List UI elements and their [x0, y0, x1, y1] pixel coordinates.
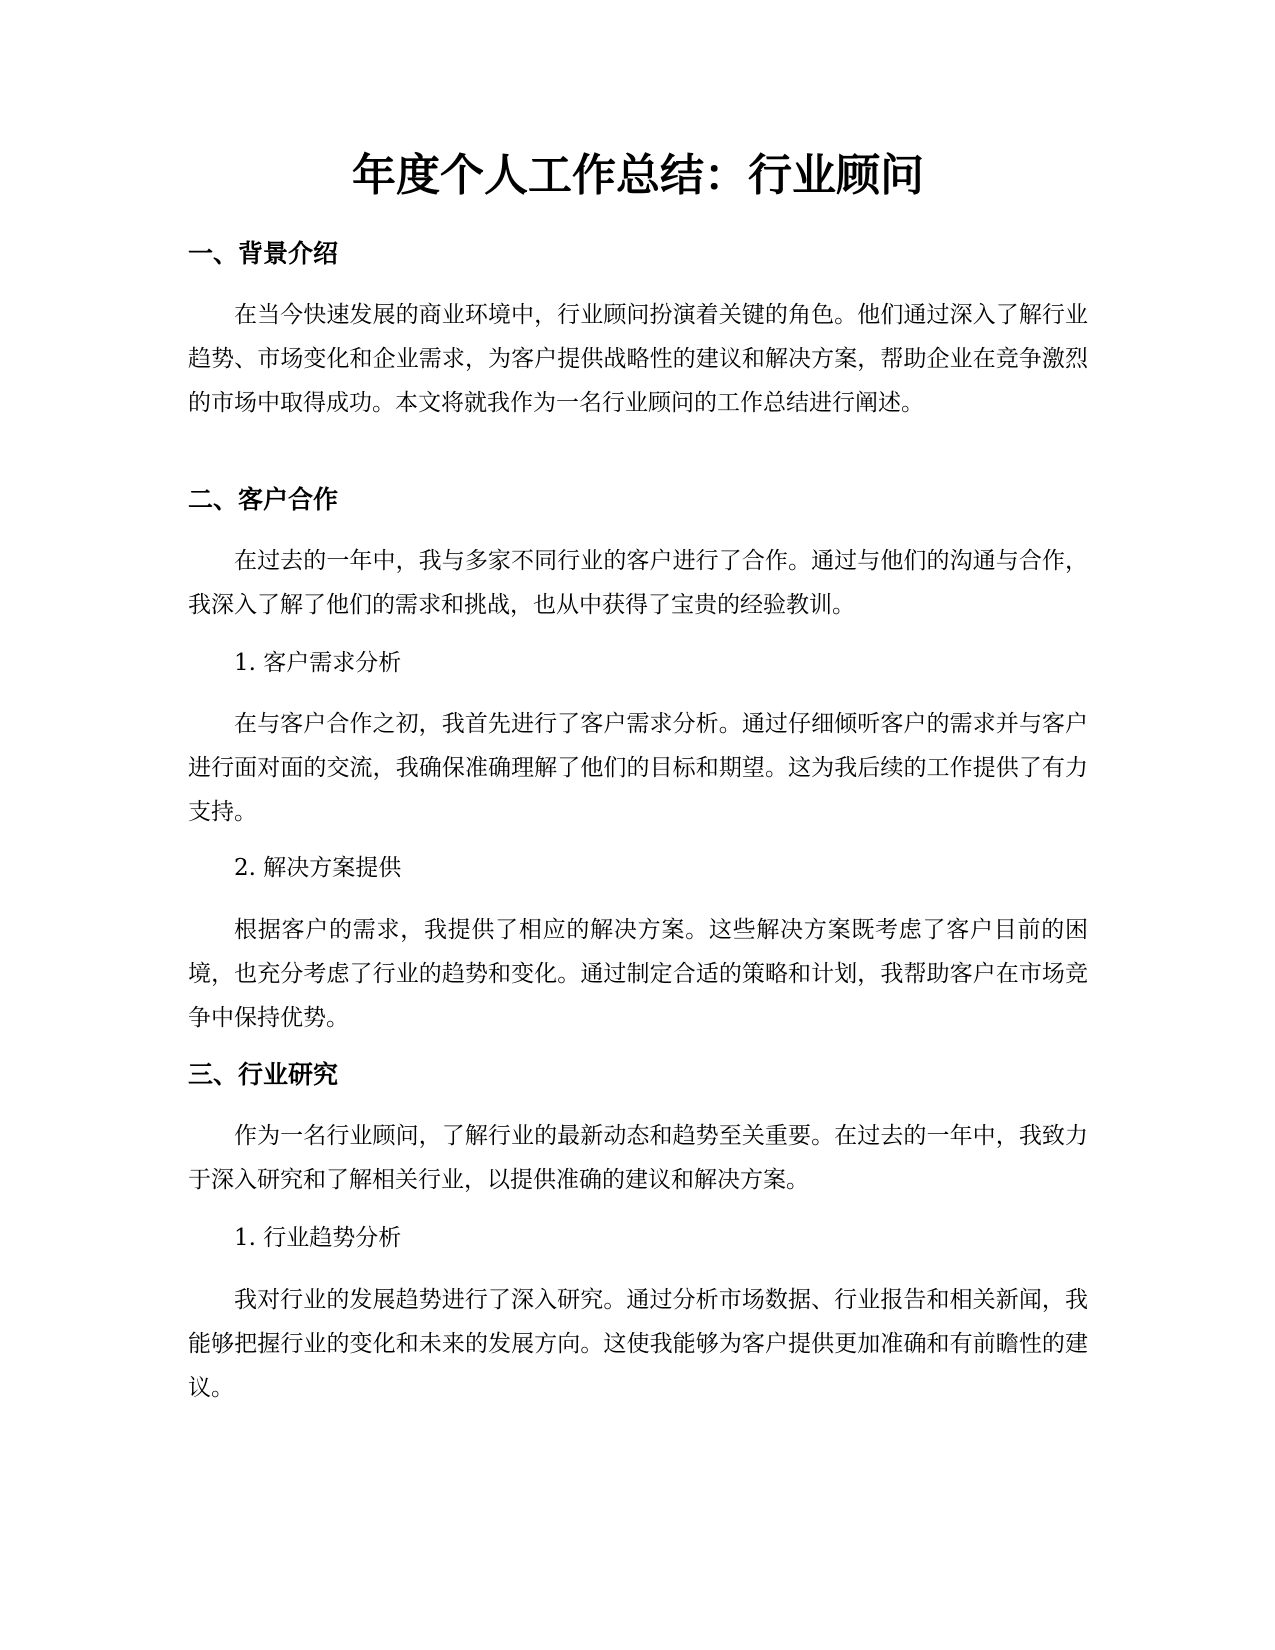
paragraph-background: 在当今快速发展的商业环境中，行业顾问扮演着关键的角色。他们通过深入了解行业趋势、市场变化和企业需求，为客户提供战略性的建议和解决方案，帮助企业在竞争激烈的市场中取得成功。本文将就我作为一名行业顾问的工作总结进行阐述。 [188, 302, 1088, 416]
section-heading-client-cooperation: 二、客户合作 [188, 485, 339, 514]
section-heading-background: 一、背景介绍 [188, 239, 339, 268]
paragraph-solution-provision: 根据客户的需求，我提供了相应的解决方案。这些解决方案既考虑了客户目前的困境，也充分考虑了行业的趋势和变化。通过制定合适的策略和计划，我帮助客户在市场竞争中保持优势。 [188, 917, 1088, 1031]
paragraph-client-cooperation-intro: 在过去的一年中，我与多家不同行业的客户进行了合作。通过与他们的沟通与合作，我深入了解了他们的需求和挑战，也从中获得了宝贵的经验教训。 [188, 548, 1088, 618]
document-title: 年度个人工作总结：行业顾问 [352, 150, 924, 201]
paragraph-client-needs-analysis: 在与客户合作之初，我首先进行了客户需求分析。通过仔细倾听客户的需求并与客户进行面对面的交流，我确保准确理解了他们的目标和期望。这为我后续的工作提供了有力支持。 [188, 711, 1088, 825]
subheading-industry-trend-analysis: 1. 行业趋势分析 [234, 1225, 402, 1251]
subheading-client-needs-analysis: 1. 客户需求分析 [234, 650, 402, 676]
paragraph-industry-trend-analysis: 我对行业的发展趋势进行了深入研究。通过分析市场数据、行业报告和相关新闻，我能够把握行业的变化和未来的发展方向。这使我能够为客户提供更加准确和有前瞻性的建议。 [188, 1287, 1088, 1401]
subheading-solution-provision: 2. 解决方案提供 [234, 855, 402, 881]
section-heading-industry-research: 三、行业研究 [188, 1060, 339, 1089]
paragraph-industry-research-intro: 作为一名行业顾问，了解行业的最新动态和趋势至关重要。在过去的一年中，我致力于深入研究和了解相关行业，以提供准确的建议和解决方案。 [188, 1123, 1088, 1193]
